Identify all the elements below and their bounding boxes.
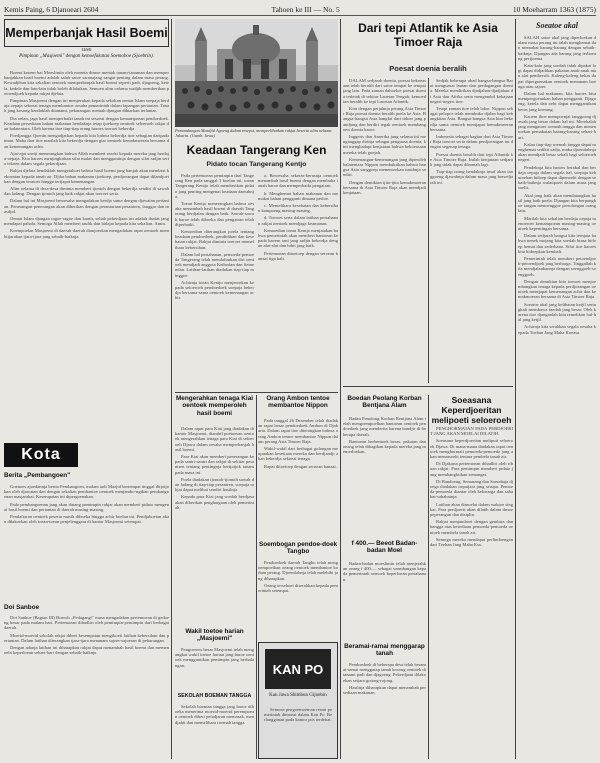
wakil-body: Pengoeroes besar Masjoemi telah mengangkat wakil toetoe harian jang baroe oentoek menggantikan pemimpin jang berhalangan. [175, 647, 254, 668]
kota-item-body: Doi Sanboe (Bagian III) Boeroh „Pedagang\" masa mengadakan pertemoean di gedoeng besar pada malam hari. Pertemoean dihadliri oleh pemimpin-pemimpin dari berbagai daerah. Moerid-moerid sekolah rakjat diberi kesempatan mengikoeti latihan kebersihan dan pertanian. Dalam latihan diterangkan tjara-tjara menanam sajoer-sajoeran di pekarangan. Dengan adanja latihan ini diharapkan rakjat dapat menambah hasil boemi dan memenoehi keperloean sehari-hari dengan sebaik-baiknja. [4, 615, 169, 656]
issue-date: Kemis Paing, 6 Djanoeari 2604 [4, 4, 99, 14]
sekolah-title: SEKOLAH BOEMAN TANGGA [177, 693, 252, 699]
article-body: Boemi kaoem bai Moeslimin oleh moenta dimoe mentak tanam-tanaman dan memperbanjakkan hasil boemi adalah salah satoe saranajang sangat penting dalam masa perang. Kewadjiban kita sekalian oentoek memperbanjak hasil boemi seperti padi, djagoeng, ketela, kedele dan lain-lain tidak boleh dilalaikan. Semoea alim oelama wadjib memberikan petoendjoek kepada rakjat djelata. Pimpinan Masjoemi dengan ini menjerukan kepada sekalian oemat Islam soepaja berdaja oepaja sekoeat tenaga membantoe oesaha pemerintah dalam lapangan pertanian. Tanah jang kosong hendaklah ditanami, pekarangan roemah djangan dibiarkan terlantar. Dia oelan, jaga hasil memperbaiki tanah ini sesoeai dengan kemampoean pendoedoek. Keadaan persediaan bahan makanan hendaknja tetap tjoekoep oentoek seloeroeh rakjat dan balatentara. Oleh karena itoe tiap-tiap orang haroes toeroet bekerdja. Poedjangga Qoerán mengadjarkan kepada kita bahwa bekerdja itoe sebagian daripada iman. Maka dari itoe marilah kita bekerdja dengan giat oentoek kemakmoeran bersama dan kemenangan achir. Ajat-ajat soetji menerangkan bahwa Allah memberi rezeki kepada mereka jang berdaja-oepaja. Kita haroes menjingkirkan sifat malas dan menggantinja dengan sifat radjin serta tekoen dalam segala pekerdjaan. Rakjat djelata hendaklah mengetahoei bahwa hasil boemi jang banjak akan memberi kekoeatan kepada tanah air. Djika bahan makanan tjoekoep, perdjoeangan dapat dilandjoetkan dengan teratoer hingga tertjapai kemenangan. Alim oelama di desa-desa diminta memberi tjontoh dengan bekerdja sendiri di sawah dan ladang. Dengan tjontoh jang baik rakjat akan toeroet serta. Dalam hal ini Masjoemi beroesaha mengadakan kerdja sama dengan djawatan pertanian. Penerangan-penerangan akan diberikan dengan perantaraan pesantren, langgar dan masdjid. Oemat Islam djangan ragoe-ragoe dan kuatir, sebab pekerdjaan ini adalah ibadat jang mendapat pahala. Semoga Allah memberi taufik dan hidajat kepada kita sekalian. Amin. Koempoelan Masjoemi di daerah-daerah dianjoerkan mengadakan rapat oentoek membitjarakan tjara-tjara jang sebaik-baiknja. [4, 70, 169, 239]
sembilan-title: Soembogan pendoe-doek Tangbo [258, 541, 338, 556]
masthead-bar [4, 3, 596, 16]
article-title: Memperbanjak Hasil Boemi [5, 26, 168, 40]
issue-volume: Tahoen ke III — No. 5 [271, 4, 340, 14]
atlantik-body-right: Sedjak beberapa abad bangsa-bangsa Barat menguasai lautan dan perdagangan doenia. Mereka mendirikan djadjahan-djadjahan di Asia dan Afrika serta mengambil kekajaan negeri-negeri itoe. Tetapi zaman itoe telah laloe. Nippon sebagai pelopor telah membuka djalan bagi kebangkitan Asia. Bangsa-bangsa Asia kini bekerdja sama oentoek mentjapai kemakmoeran bersama. Indonesia sebagai bagian dari Asia Timoer Raja toeroet serta dalam perdjoeangan ini dengan segenap tenaga. Poesat doenia beralih dari tepi Atlantik ke Asia Timoer Raja. Inilah kenjataan sedjarah jang tidak dapat dibantah lagi. Tiap-tiap orang hendaknja insaf akan tanggoeng djawabnja dalam masa jang bersedjarah ini. [430, 78, 513, 185]
mosque-photo-caption: Pemandangan Masdjid Agoeng dalam resepsi, memperlihatkan rakjat beserta alim oelama Jakarta. (Gamb. Jawa) [175, 128, 332, 138]
kanpo-ad-subtitle: Kan Jawa Shimbun Gijoebin [269, 693, 327, 698]
orang-body: Pada tanggal 26 Desember telah diadakan rapat besar pendoedoek Ambon di Djakarta. Dalam rapat itoe diterangkan bahwa orang Ambon tentoe membantoe Nippon dalam perang Asia Timoer Raja. Wakil-wakil dari berbagai golongan menjatakan kesetiaan mereka dan berdjandji akan bekerdja sekoeat tenaga. Rapat ditoetoep dengan seroean banzai. [258, 418, 338, 469]
article-byline: Oleh Pimpinan „Masjoemi" dengan kemoefakatan Soemoboe (Sjoebrin). [19, 48, 154, 59]
atlantik-title: Dari tepi Atlantik ke Asia Timoer Raja [358, 21, 498, 49]
kota-item-title: Berita „Pembangoen" [4, 472, 71, 479]
orang-title: Orang Ambon tentoe membantoe Nippon [266, 395, 330, 410]
beramai-body: Pendoedoek di beberapa desa telah beramai-ramai menggarap tanah kosong oentoek ditanami padi dan djagoeng. Pekerdjaan dilakoekan setjara gotong-rojong. Hasilnja diharapkan dapat menambah persediaan makanan. [343, 662, 426, 696]
kanpo-ad-title: KAN PO [265, 649, 331, 689]
benteng-title: Boedan Peolang Korban Bentjana Alam [347, 395, 422, 410]
soeasana-title: Soeasana Keperdjoeritan melipoeti seloeroeh [431, 395, 512, 425]
mosque-photo [175, 19, 338, 127]
mengerahkan-title: Mengerahkan tenaga Kiai oentoek memperoleh hasil boemi [175, 395, 254, 417]
beramai-title: Beramai-ramai menggarap tanah [344, 643, 425, 658]
keadaan-subtitle: Pidato tocan Tangerang Kentjo [206, 161, 307, 168]
sekolah-body: Sekolah boeman tangga jang baroe diboeka menerima moerid-moerid perempoean oentoek diberi peladjaran memasak, mendjahit dan memelihara roemah tangga. [175, 704, 254, 725]
issue-hijri-date: 10 Moeharram 1363 (1875) [512, 4, 596, 14]
keadaan-body-left: Pada pertemoean pemimpin dari Tangerang Ken pada tanggal 3 boelan ini, toean Tangerang Kentjo telah memberikan pidato jang penting mengenai keadaan daerahnja. Toean Kentjo menerangkan bahwa oesaha menambah hasil boemi di daerah Tangerang berdjalan dengan baik. Sawah-sawah baroe telah diboeka dan pengairan telah diperbaiki. Kemoedian diterangkan poela tentang keadaan pendoedoek, pendidikan dan kesehatan rakjat. Rakjat diminta toeroet memelihara kebersihan. Dalam hal pertahanan, pemoeda-pemoeda Tangerang telah mendaftarkan diri oentoek mendjadi anggota Keibodan dan Seinendan. Latihan-latihan diadakan tiap-tiap minggoe. Achirnja toean Kentjo menjeroekan kepada seloeroeh pendoedoek soepaja bekerdja bersama-sama oentoek kemenangan achir. [175, 173, 254, 301]
duaratus-title: f 400.— Beeot Badan-badan Moel [351, 540, 418, 555]
kanpo-ad: KAN PO Kan Jawa Shimbun Gijoebin Semoea pengoemoeman resmi pemerintah dimoeat dalam Kan Po. Berlangganan pada kantor pos terdekat. [258, 642, 338, 759]
kota-section-banner: Kota [4, 443, 78, 467]
benteng-body: Badan Penolong Korban Bentjana Alam telah mengoempoelkan bantoean oentoek pendoedoek jang menderita karena bandjir di beberapa daerah. Bantoean berbentoek beras, pakaian dan oeang telah dibagikan kepada mereka jang memerloekan. [343, 416, 426, 455]
soeasana-body: PENGHORMATAN PADA PERDJOERIT JANG AKAN MOELAI DILATIH. Soeasana keperdjoeritan meliputi seloeroeh Djawa. Di mana-mana diadakan rapat oentoek menghormati pemoeda-pemoeda jang akan memasoeki tentara pembela tanah air. Di Djakarta pertemoean dihadliri oleh ribuan rakjat. Para pemimpin memberi pidato jang membangkitkan semangat. Di Bandoeng, Semarang dan Soerabaja djoega diadakan oepatjara jang serupa. Pemoeda-pemoeda diantar oleh keloearga dan sahabat-sahabatnja. Latihan akan dimoelai dalam waktoe singkat. Para perdjoerit akan dilatih dalam ilmoe peperangan dan disiplin. Rakjat menjamboet dengan gembira dan bangga atas kesediaan pemoeda-pemoeda oentoek membela tanah air. Semoga mereka mendapat perlindoengan dari Toehan Jang Maha Esa. [430, 426, 513, 548]
sosatoe-body: SALAH satoe akal jang diperloekan dalam masa perang ini ialah menghemat dan memakai barang-barang dengan sebaik-baiknja. Djangan ada barang jang terboeang pertjoema. Kain-kain jang soedah tidak dipakai lagi dapat didjadikan pakaian anak-anak atau alat pembersih. Kaleng-kaleng bekas dapat dipergoenakan oentoek menanam boenga atau sajoer. Dalam hal makanan, kita haroes bisa mempergoenakan bahan pengganti. Djagoeng, ketela dan oebi dapat menggantikan beras jang koerang. Kaoem iboe mempoenjai tanggoeng djawab jang besar dalam hal ini. Merekalah jang mengatoer roemah tangga dan menentoekan pemakaian barang-barang sehari-hari. Kalau tiap-tiap roemah tangga dapat menghemat sedikit sadja, maka djoemlahnja akan mendjadi besar sekali bagi seloeroeh negeri. Pendeknja kita haroes berakal dan berdaja oepaja dalam segala hal, soepaja kebutoehan hidoep dapat dipenoehi dengan sebaik-baiknja walaupoen dalam masa jang soelit. Akal jang baik akan mendatangkan hasil jang baik poela. Djangan kita berpangkoe tangan menoenggoe pertolongan orang lain. Marilah kita sekalian berdaja oepaja menoeroet kemampoean masing-masing oentoek kepentingan bersama. Dalam sedjarah bangsa kita ternjata bahwa nenek mojang kita soedah biasa hidoep hemat dan sederhana. Sifat itoe haroes kita hidoepkan kembali. Pemerintah telah memberi petoendjoek-petoendjoek jang berharga. Tinggallah kita mendjalankannja dengan soenggoeh-soenggoeh. Dengan demikian kita toeroet menjoembangkan tenaga kepada perdjoeangan oentoek mentjapai kemenangan achir dan kemakmoeran bersama di Asia Timoer Raja. Soeatoe akal jang kelihatan ketjil seringkali membawa faedah jang besar. Oleh karena itoe djanganlah kita remehkan hal-hal jang ketjil. Achirnja kita serahkan segala oesaha kepada Toehan Jang Maha Koeasa. [518, 35, 596, 335]
atlantik-subtitle: Poesat doenia beralih [389, 64, 467, 73]
kota-item-title: Doi Sanboe [4, 604, 40, 611]
mengerahkan-body: Dalam rapat para Kiai jang diadakan di kantor Masjoemi, diambil poetoesan oentoek mengerahkan tenaga para Kiai di seloeroeh Djawa dalam oesaha memperbanjak hasil boemi. Para Kiai akan memberi penerangan kepada santri-santri dan rakjat di sekitar pesantren tentang pentingnja bertjotjok tanam pada masa ini. Poela diadakan tjontoh-tjontoh sawah dan ladang di tiap-tiap pesantren, soepaja rakjat dapat melihat sendiri hasilnja. Kepada para Kiai jang soedah berdjasa akan diberikan penghargaan oleh pemerintah. [175, 426, 254, 510]
keadaan-body-right: a. Beroesaha sekeras-kerasnja oentoek menambah hasil boemi dengan membuka tanah baroe dan memperbaiki pengairan. b. Menghemat bahan makanan dan memakai bahan pengganti dimana perloe. c. Memelihara kesehatan dan kebersihan kampoeng masing-masing. d. Toeroet serta dalam latihan pertahanan rakjat oentoek mendjaga keamanan. Kemoedian toean Kentjo menjatakan bahwa pemerintah akan memberi bantoean kepada kaoem tani jang radjin bekerdja dengan alat-alat dan bibit jang baik. Pertemoean ditoetoep dengan seroean banzai tiga kali. [258, 173, 338, 261]
keadaan-title: Keadaan Tangerang Ken [186, 143, 327, 157]
article-title-box [4, 19, 169, 47]
kota-item-body: Goenoes ajoedannja berita Pembangoen, malam tadi Mazjid bertempat tinggal ditjotjokan oleh djawatan dan dengan sekalian pembantoe oentoek menjambo-ngikan pembangoenan masjarakat. Kesempatan ini dipergoenakan. Pada pembangoenan jang akan datang pemimpin rakjat akan memberi pidato mengenai hasil boemi dan pertanian di daerah masing-masing. Pendaftaran oentoek peserta masih diboeka hingga achir boelan ini. Pendjaboetan akan dilakoekan oleh toean-toean penjelenggara di kantor Masjoemi setempat. [4, 484, 169, 525]
duaratus-body: Badan-badan moeslimin telah menjerahkan oeang f 400.— sebagai soembangan kepada pemerintah oentoek keperloean pertahanan. [343, 561, 426, 582]
sosatoe-title: Soeatoe akal [536, 21, 578, 30]
mosque-scene-image [175, 19, 338, 127]
wakil-title: Wakil toetoe harian „Masjoemi" [185, 628, 244, 643]
sembilan-body: Pendoedoek daerah Tangbo telah mengoempoelkan oeang oentoek membantoe korban perang. Djoemlahnja telah melebihi jang diharapkan. Oeang terseboet diserahkan kepada pemerintah setempat. [258, 560, 338, 594]
atlantik-body-left: DALAM sedjarah doenia, poesat kekoeasaan telah beralih dari satoe tempat ke tempat jang lain. Pada zaman dahoeloe poesat doenia terletak di sekitar Laoetan Tengah, kemoedian beralih ke tepi Laoetan Atlantik. Kini dengan petjahnja perang Asia Timoer Raja poesat doenia beralih poela ke Asia. Bangsa-bangsa Asia bangkit dari tidoer jang pandjang dan berdiri tegak oentoek membangoen doenia baroe. Inggeris dan Amerika jang selama ini menganggap dirinja sebagai penguasa doenia, kini menghadapi kenjataan bahwa kekoeasaan mereka telah goejah. Kemenangan-kemenangan jang diperoleh balatentara Nippon membuktikan bahwa bangsa Asia sanggoep menentoekan nasibnja sendiri. Dengan demikian tjita-tjita kemakmoeran bersama di Asia Timoer Raja akan mendjadi kenjataan. [343, 78, 426, 196]
